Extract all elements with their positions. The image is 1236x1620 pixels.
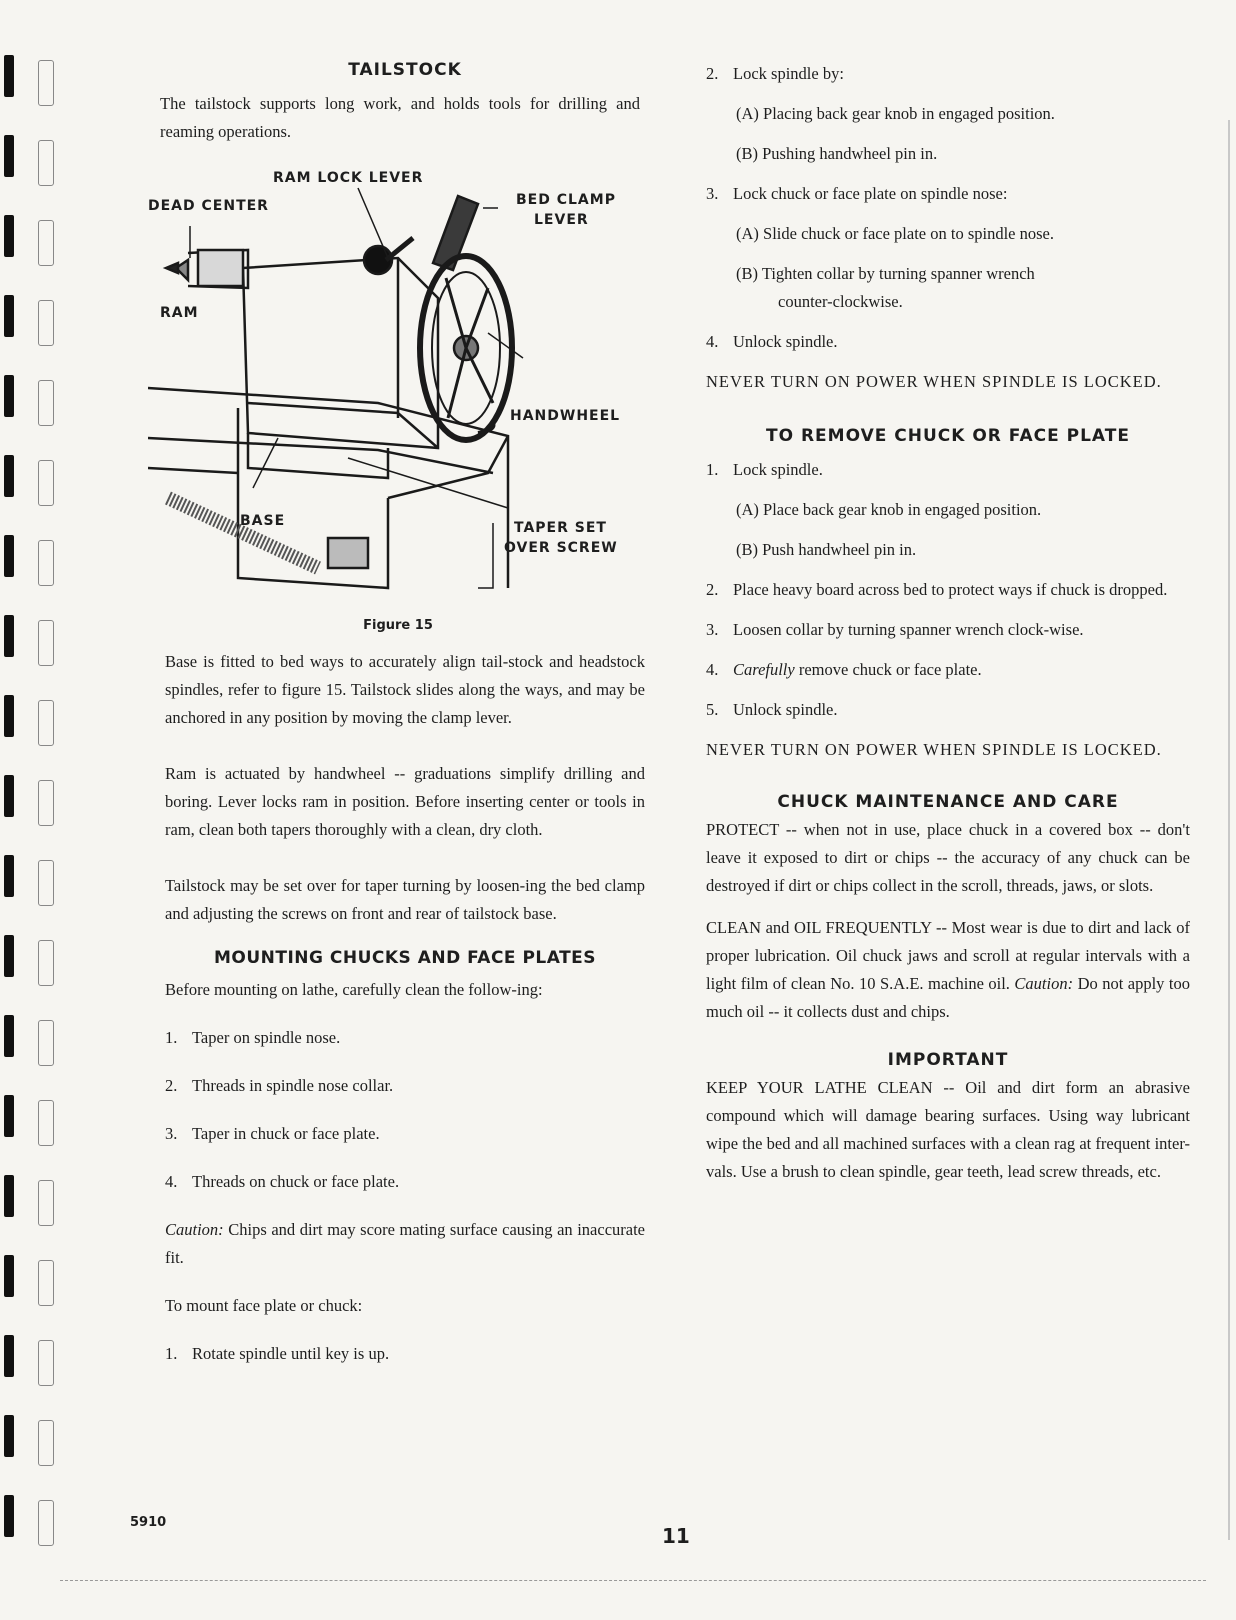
page-bottom-edge <box>60 1580 1206 1582</box>
page-number: 11 <box>662 1524 690 1548</box>
binding-hole <box>4 1095 14 1137</box>
dead-center-label: DEAD CENTER <box>148 198 269 214</box>
binding-tab <box>38 1180 54 1226</box>
binding-tab <box>38 220 54 266</box>
binding-hole <box>4 615 14 657</box>
remove-step-5: 5. Unlock spindle. <box>706 700 838 719</box>
binding-hole <box>4 295 14 337</box>
base-label: BASE <box>240 513 286 529</box>
binding-tab <box>38 380 54 426</box>
lock-step-3: 3. Lock chuck or face plate on spindle nose: <box>706 184 1008 203</box>
lock-step-3a: (A) Slide chuck or face plate on to spindle nose. <box>736 224 1054 243</box>
remove-step-2: 2. Place heavy board across bed to protect ways if chuck is dropped. <box>706 580 1168 599</box>
remove-step-1b: (B) Push handwheel pin in. <box>736 540 917 559</box>
binding-hole <box>4 375 14 417</box>
binding-edge <box>0 0 70 1620</box>
binding-tab <box>38 300 54 346</box>
binding-tab <box>38 780 54 826</box>
tailstock-intro: The tailstock supports long work, and holds tools for drilling and reaming operations. <box>160 94 640 141</box>
mounting-heading: MOUNTING CHUCKS AND FACE PLATES <box>213 948 597 968</box>
binding-tab <box>38 60 54 106</box>
binding-tab <box>38 1420 54 1466</box>
binding-tab <box>38 140 54 186</box>
mount-step-1: 1. Rotate spindle until key is up. <box>165 1344 390 1363</box>
figure-caption: Figure 15 <box>363 618 433 633</box>
lock-step-2a: (A) Placing back gear knob in engaged position. <box>736 104 1055 123</box>
binding-hole <box>4 215 14 257</box>
binding-tab <box>38 1100 54 1146</box>
left-column <box>160 60 650 146</box>
remove-step-4: 4. Carefully remove chuck or face plate. <box>706 660 982 679</box>
clean-item: 3. Taper in chuck or face plate. <box>165 1124 380 1143</box>
binding-hole <box>4 1175 14 1217</box>
binding-tab <box>38 1020 54 1066</box>
remove-step-1a: (A) Place back gear knob in engaged position. <box>736 500 1042 519</box>
binding-tab <box>38 620 54 666</box>
base-paragraph: Base is fitted to bed ways to accurately align tail-stock and headstock spindles, refer to figure 15. Tailstock slides along the ways, and may be anchored in any position by moving the clamp lever. <box>165 652 645 727</box>
binding-tab <box>38 940 54 986</box>
binding-hole <box>4 775 14 817</box>
lock-step-3b: (B) Tighten collar by turning spanner wrench <box>736 264 1035 283</box>
binding-tab <box>38 460 54 506</box>
binding-tab <box>38 1260 54 1306</box>
page-edge <box>1228 120 1230 1540</box>
binding-hole <box>4 1015 14 1057</box>
binding-hole <box>4 1255 14 1297</box>
binding-tab <box>38 860 54 906</box>
taper-set-label-line2: OVER SCREW <box>504 540 618 556</box>
ram-label: RAM <box>160 305 199 321</box>
setover-paragraph: Tailstock may be set over for taper turning by loosen-ing the bed clamp and adjusting the screws on front and rear of tailstock base. <box>165 876 645 923</box>
clean-item: 1. Taper on spindle nose. <box>165 1028 341 1047</box>
binding-hole <box>4 855 14 897</box>
tailstock-heading: TAILSTOCK <box>348 60 462 80</box>
left-column-lower <box>165 648 645 1368</box>
binding-hole <box>4 455 14 497</box>
bed-clamp-label-line1: BED CLAMP <box>516 192 616 208</box>
binding-tab <box>38 1340 54 1386</box>
caution-word: Caution: <box>165 1220 224 1239</box>
binding-hole <box>4 1335 14 1377</box>
bed-clamp-label-line2: LEVER <box>534 212 589 228</box>
binding-hole <box>4 535 14 577</box>
document-code: 5910 <box>130 1515 167 1530</box>
mounting-intro: Before mounting on lathe, carefully clean the follow-ing: <box>165 980 543 999</box>
care-heading: CHUCK MAINTENANCE AND CARE <box>777 792 1119 812</box>
lock-step-2b: (B) Pushing handwheel pin in. <box>736 144 938 163</box>
right-column <box>706 60 1190 1186</box>
important-heading: IMPORTANT <box>887 1050 1009 1070</box>
remove-step-3: 3. Loosen collar by turning spanner wrench clock-wise. <box>706 620 1084 639</box>
clean-item: 4. Threads on chuck or face plate. <box>165 1172 400 1191</box>
caution-paragraph <box>165 1216 645 1272</box>
lock-step-2: 2. Lock spindle by: <box>706 64 844 83</box>
power-warning-1: NEVER TURN ON POWER WHEN SPINDLE IS LOCKED. <box>706 372 1162 391</box>
protect-paragraph: PROTECT -- when not in use, place chuck in a covered box -- don't leave it exposed to dirt or chips -- the accuracy of any chuck can be destroyed if dirt or chips collect in the scroll, threads, jaws, or slots. <box>706 820 1190 895</box>
ram-lock-lever-label: RAM LOCK LEVER <box>273 170 424 186</box>
taper-set-label-line1: TAPER SET <box>514 520 607 536</box>
mount-intro: To mount face plate or chuck: <box>165 1296 363 1315</box>
binding-tab <box>38 540 54 586</box>
lock-step-4: 4. Unlock spindle. <box>706 332 838 351</box>
lock-step-3b-cont: counter-clockwise. <box>778 292 903 311</box>
tailstock-figure <box>148 168 648 633</box>
binding-hole <box>4 1495 14 1537</box>
clean-oil-paragraph: CLEAN and OIL FREQUENTLY -- Most wear is due to dirt and lack of proper lubrication. Oil chuck jaws and scroll at regular intervals with a light film of clean No. 10 S.A.E. machine oil. Caution: Do not apply too much oil -- it collects dust and chips. <box>706 918 1190 1021</box>
important-paragraph: KEEP YOUR LATHE CLEAN -- Oil and dirt form an abrasive compound which will damage bearing surfaces. Using way lubricant wipe the bed and all machined surfaces with a clean rag at frequent inter-vals. Use a brush to clean spindle, gear teeth, lead screw threads, etc. <box>706 1078 1190 1181</box>
binding-tab <box>38 1500 54 1546</box>
binding-hole <box>4 1415 14 1457</box>
ram-paragraph: Ram is actuated by handwheel -- graduations simplify drilling and boring. Lever locks ram in position. Before inserting center or tools in ram, clean both tapers thoroughly with a clean, dry cloth. <box>165 764 645 839</box>
handwheel-label: HANDWHEEL <box>510 408 621 424</box>
clean-item: 2. Threads in spindle nose collar. <box>165 1076 394 1095</box>
binding-hole <box>4 695 14 737</box>
remove-step-1: 1. Lock spindle. <box>706 460 823 479</box>
binding-hole <box>4 935 14 977</box>
caution-word-2: Caution: <box>1014 974 1074 993</box>
carefully-word: Carefully <box>733 660 795 679</box>
power-warning-2: NEVER TURN ON POWER WHEN SPINDLE IS LOCKED. <box>706 740 1162 759</box>
binding-hole <box>4 55 14 97</box>
binding-hole <box>4 135 14 177</box>
caution-text: Chips and dirt may score mating surface causing an inaccurate fit. <box>165 1220 646 1267</box>
remove-heading: TO REMOVE CHUCK OR FACE PLATE <box>766 426 1130 446</box>
binding-tab <box>38 700 54 746</box>
